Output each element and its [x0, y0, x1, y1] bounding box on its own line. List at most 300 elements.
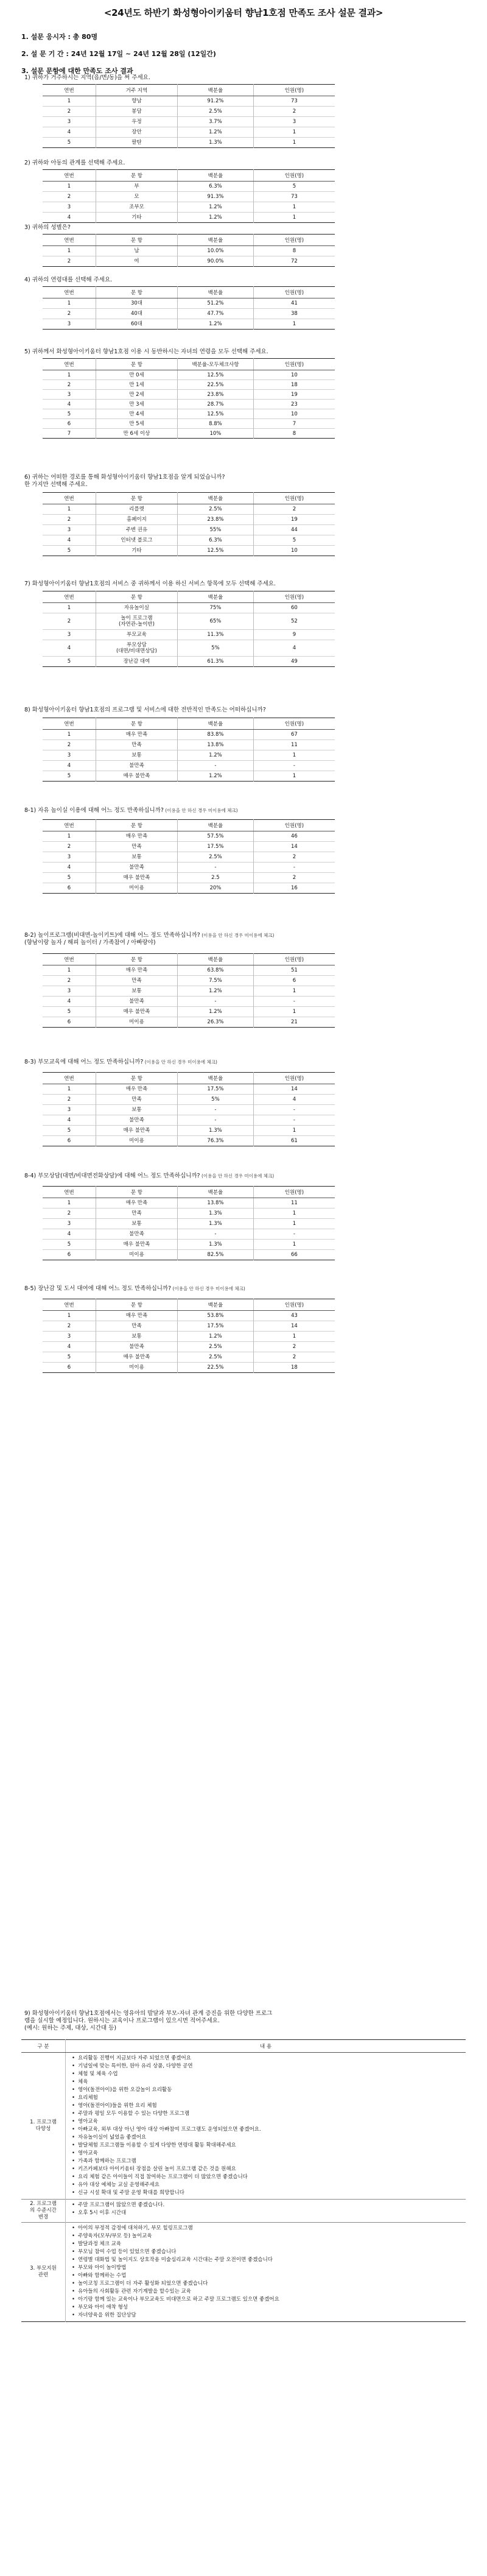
table-cell: 자유놀이실	[96, 603, 177, 613]
table-cell: 1.3%	[178, 1219, 254, 1229]
table-row	[43, 535, 335, 546]
question-1	[24, 74, 150, 82]
table-row	[43, 419, 335, 429]
table-cell: 41	[253, 298, 335, 309]
table-cell: 매우 만족	[96, 1311, 177, 1321]
table-cell: 장난감 대여	[96, 657, 177, 667]
table-cell: 1	[43, 1311, 96, 1321]
table-cell: -	[253, 1115, 335, 1126]
list-item: • 가족과 함께하는 프로그램	[71, 2158, 461, 2165]
table-cell: 1	[253, 1126, 335, 1136]
table-cell: 4	[43, 127, 96, 138]
table-cell: 18	[253, 1363, 335, 1373]
table-cell: 83.8%	[178, 730, 254, 740]
table-cell: 만족	[96, 842, 177, 852]
open-header-content: 내 용	[66, 2040, 466, 2053]
table-cell: -	[178, 1115, 254, 1126]
table-cell: 1	[253, 1332, 335, 1342]
table-cell: 1.2%	[178, 1007, 254, 1017]
table-row	[43, 1105, 335, 1115]
table-row	[43, 873, 335, 883]
table-cell: 매우 불만족	[96, 1126, 177, 1136]
table-cell: 5	[43, 138, 96, 148]
table-cell: 1	[43, 182, 96, 192]
table-cell: 73	[253, 96, 335, 107]
column-header: 문 항	[96, 1073, 177, 1084]
question-text: 8) 화성형아이키움터 향남1호점의 프로그램 및 서비스에 대한 전반적인 만족도는 어떠하십니까?	[24, 707, 266, 713]
table-row	[43, 1198, 335, 1209]
table-row	[43, 182, 335, 192]
table-cell: 1.2%	[178, 202, 254, 213]
table-cell: 1	[43, 96, 96, 107]
result-table-8	[43, 718, 335, 782]
table-cell: 만족	[96, 1321, 177, 1332]
question-note: (이용을 안 하신 경우 미이용에 체크)	[200, 933, 275, 938]
table-row	[43, 138, 335, 148]
table-cell: 13.8%	[178, 740, 254, 750]
table-cell: 8.8%	[178, 419, 254, 429]
table-cell: 4	[43, 1229, 96, 1240]
open-question: 9) 화성형아이키움터 향남1호점에서는 영유아의 발달과 부모-자녀 관계 증진을 위한 다양한 프로그	[24, 2010, 273, 2017]
table-row	[43, 256, 335, 267]
table-cell: 49	[253, 657, 335, 667]
table-row	[43, 863, 335, 873]
open-group-category: 1. 프로그램 다양성	[21, 2053, 66, 2200]
table-cell: 12.5%	[178, 370, 254, 380]
table-cell: 1.2%	[178, 213, 254, 223]
table-row	[43, 1115, 335, 1126]
column-header: 연번	[43, 85, 96, 96]
table-cell: -	[178, 1105, 254, 1115]
table-cell: 22.5%	[178, 1363, 254, 1373]
table-cell: 매우 불만족	[96, 771, 177, 782]
table-cell: -	[253, 863, 335, 873]
question-note: (이용을 안 하신 경우 미이용에 체크)	[143, 1059, 217, 1065]
table-cell: 4	[43, 400, 96, 409]
table-cell: 보통	[96, 750, 177, 761]
table-cell: 14	[253, 842, 335, 852]
table-cell: 10	[253, 370, 335, 380]
table-cell: 1	[253, 1007, 335, 1017]
table-cell: 매우 불만족	[96, 873, 177, 883]
question-subline: (향남이랑 놀자 / 해피 놀이터 / 가족참여 / 아빠랑야)	[24, 939, 156, 946]
table-row	[43, 997, 335, 1007]
list-item: • 영아(돌전아이)을 위한 오감놀이 요리활동	[71, 2086, 461, 2094]
table-row	[43, 1250, 335, 1260]
table-cell: 11.3%	[178, 630, 254, 640]
question-5	[24, 348, 268, 356]
column-header: 백분율	[178, 591, 254, 603]
question-7	[24, 580, 276, 588]
table-row	[43, 1007, 335, 1017]
table-cell: 5	[43, 546, 96, 556]
question-text: 8-4) 부모상담(대면/비대면전화상담)에 대해 어느 정도 만족하십니까?	[24, 1173, 200, 1179]
column-header: 인원(명)	[253, 1299, 335, 1311]
table-cell: 5	[43, 1352, 96, 1363]
column-header: 백분율	[178, 820, 254, 831]
table-cell: 매우 만족	[96, 965, 177, 976]
table-cell: 4	[253, 1095, 335, 1105]
column-header: 인원(명)	[253, 170, 335, 182]
table-cell: 리플렛	[96, 504, 177, 515]
list-item: • 아빠교육, 외부 대상 아닌 영아 대상 아빠참여 프로그램도 운영되었으면 좋겠어요.	[71, 2126, 461, 2134]
table-cell: 만 5세	[96, 419, 177, 429]
table-cell: 1	[43, 370, 96, 380]
table-cell: -	[178, 997, 254, 1007]
list-item: • 신규 시설 확대 및 주말 운영 확대를 희망합니다	[71, 2189, 461, 2197]
list-item: • 아기랑 함께 있는 교육이나 부모교육도 비대면으로 하고 주말 프로그램도 있으면 좋겠어요	[71, 2296, 461, 2304]
table-cell: 1.2%	[178, 750, 254, 761]
table-row	[43, 883, 335, 894]
table-row	[43, 965, 335, 976]
result-table-10	[43, 953, 335, 1028]
table-cell: 3	[43, 390, 96, 400]
table-cell: 10	[253, 409, 335, 419]
table-cell: 1	[253, 319, 335, 330]
column-header: 문 항	[96, 493, 177, 504]
list-item: • 오후 5시 이후 시간대	[71, 2209, 461, 2217]
table-row	[43, 730, 335, 740]
list-item: • 요리활동 진행이 지금보다 자주 되었으면 좋겠어요	[71, 2055, 461, 2063]
table-cell: 1	[253, 750, 335, 761]
column-header: 연번	[43, 1187, 96, 1198]
table-cell: 1	[43, 965, 96, 976]
table-cell: 3	[43, 1219, 96, 1229]
table-cell: 2	[43, 309, 96, 319]
list-item: • 영아(돌전아이)들을 위한 요리 체험	[71, 2102, 461, 2110]
table-cell: 51	[253, 965, 335, 976]
table-row	[43, 1352, 335, 1363]
table-cell: 보통	[96, 1219, 177, 1229]
table-cell: 만족	[96, 976, 177, 986]
column-header: 백분율-모두체크사항	[178, 359, 254, 370]
result-table-2	[43, 169, 335, 223]
table-cell: 매우 불만족	[96, 1007, 177, 1017]
table-cell: 2.5%	[178, 504, 254, 515]
table-row	[43, 831, 335, 842]
open-group-row	[21, 2053, 466, 2200]
table-cell: 91.3%	[178, 192, 254, 202]
column-header: 거주 지역	[96, 85, 177, 96]
table-cell: 14	[253, 1084, 335, 1095]
table-cell: 1	[253, 202, 335, 213]
result-table-13	[43, 1299, 335, 1373]
table-row	[43, 1240, 335, 1250]
list-item: • 연령별 대화법 및 놀이지도 상호작용 미술심리교육 시간대는 주말 오전이면 좋겠습니다	[71, 2256, 461, 2264]
open-group-category: 3. 부모지원 관련	[21, 2223, 66, 2322]
result-table-12	[43, 1186, 335, 1260]
table-cell: 2	[43, 192, 96, 202]
table-cell: 2	[43, 380, 96, 390]
table-cell: 3	[253, 117, 335, 127]
table-row	[43, 409, 335, 419]
column-header: 문 항	[96, 820, 177, 831]
question-text: 3) 귀하의 성별은?	[24, 224, 71, 231]
result-table-7	[43, 591, 335, 667]
question-subline: 한 가지만 선택해 주세요.	[24, 481, 88, 488]
table-cell: 1.3%	[178, 1240, 254, 1250]
table-cell: 1.3%	[178, 138, 254, 148]
table-cell: 1	[43, 246, 96, 256]
table-cell: 불만족	[96, 1229, 177, 1240]
table-cell: 3	[43, 525, 96, 535]
table-cell: 불만족	[96, 863, 177, 873]
table-cell: 3	[43, 750, 96, 761]
column-header: 문 항	[96, 287, 177, 298]
table-cell: 불만족	[96, 997, 177, 1007]
column-header: 연번	[43, 359, 96, 370]
question-13	[24, 1285, 245, 1293]
table-cell: 57.5%	[178, 831, 254, 842]
table-cell: 3	[43, 986, 96, 997]
table-row	[43, 298, 335, 309]
list-item: • 영아교육	[71, 2150, 461, 2158]
table-cell: 82.5%	[178, 1250, 254, 1260]
question-text: 8-5) 장난감 및 도서 대여에 대해 어느 정도 만족하십니까?	[24, 1285, 172, 1292]
table-cell: 1	[43, 1084, 96, 1095]
table-cell: 30대	[96, 298, 177, 309]
column-header: 연번	[43, 493, 96, 504]
open-group-row	[21, 2223, 466, 2322]
table-row	[43, 213, 335, 223]
question-8	[24, 707, 266, 714]
table-cell: 21	[253, 1017, 335, 1028]
table-cell: 불만족	[96, 761, 177, 771]
question-6	[24, 474, 225, 489]
table-row	[43, 740, 335, 750]
table-cell: 7	[43, 429, 96, 439]
table-row	[43, 370, 335, 380]
table-row	[43, 127, 335, 138]
table-cell: 만 0세	[96, 370, 177, 380]
table-cell: 1	[43, 1198, 96, 1209]
table-row	[43, 192, 335, 202]
table-row	[43, 1311, 335, 1321]
table-row	[43, 1219, 335, 1229]
table-cell: 3	[43, 1332, 96, 1342]
table-cell: 43	[253, 1311, 335, 1321]
table-cell: 1	[43, 298, 96, 309]
table-cell: 5	[43, 657, 96, 667]
table-cell: 5%	[178, 1095, 254, 1105]
table-cell: 19	[253, 390, 335, 400]
table-cell: 1	[253, 771, 335, 782]
column-header: 인원(명)	[253, 1073, 335, 1084]
table-cell: 3	[43, 1105, 96, 1115]
result-table-5	[43, 358, 335, 439]
list-item: • 부모님 참여 수업 등이 있었으면 좋겠습니다	[71, 2248, 461, 2256]
question-3	[24, 224, 71, 231]
table-row	[43, 429, 335, 439]
table-cell: 8	[253, 246, 335, 256]
table-cell: 38	[253, 309, 335, 319]
table-cell: 52	[253, 613, 335, 630]
table-cell: 66	[253, 1250, 335, 1260]
table-cell: 10	[253, 546, 335, 556]
table-row	[43, 1084, 335, 1095]
table-row	[43, 761, 335, 771]
column-header: 연번	[43, 170, 96, 182]
result-table-6	[43, 492, 335, 556]
table-cell: 미이용	[96, 1363, 177, 1373]
column-header: 인원(명)	[253, 235, 335, 246]
table-row	[43, 319, 335, 330]
table-cell: 미이용	[96, 1136, 177, 1146]
table-cell: 11	[253, 740, 335, 750]
table-row	[43, 976, 335, 986]
table-cell: 4	[43, 863, 96, 873]
column-header: 인원(명)	[253, 954, 335, 965]
section-respondents: 1. 설문 응시자 : 총 80명	[21, 33, 98, 41]
table-cell: 만족	[96, 1209, 177, 1219]
table-cell: 1	[253, 213, 335, 223]
table-row	[43, 1017, 335, 1028]
table-cell: 5	[253, 535, 335, 546]
table-cell: 72	[253, 256, 335, 267]
open-group-answers	[66, 2223, 466, 2322]
column-header: 백분율	[178, 1073, 254, 1084]
table-cell: 보통	[96, 986, 177, 997]
table-cell: 23.8%	[178, 390, 254, 400]
document-title: <24년도 하반기 화성형아이키움터 향남1호점 만족도 조사 설문 결과>	[103, 7, 384, 18]
table-cell: 1.3%	[178, 1209, 254, 1219]
table-cell: 1	[253, 1219, 335, 1229]
table-cell: 5%	[178, 640, 254, 657]
list-item: • 키즈카페보다 아이키움터 장점을 살린 놀이 프로그램 같은 것을 원해요	[71, 2165, 461, 2173]
table-row	[43, 546, 335, 556]
list-item: • 자녀양육을 위한 집단상담	[71, 2312, 461, 2320]
table-cell: -	[253, 1105, 335, 1115]
table-cell: 2.5%	[178, 852, 254, 863]
list-item: • 발달체험 프로그램들 이용할 수 있게 다양한 연령대 활동 확대해주세요	[71, 2142, 461, 2150]
list-item: • 요리체험	[71, 2094, 461, 2102]
table-cell: 63.8%	[178, 965, 254, 976]
table-cell: 1	[43, 603, 96, 613]
table-cell: 1	[253, 127, 335, 138]
list-item: • 요리 체험 같은 아이들이 직접 참여하는 프로그램이 더 많았으면 좋겠습니다	[71, 2173, 461, 2181]
table-cell: 1.2%	[178, 127, 254, 138]
table-row	[43, 515, 335, 525]
column-header: 백분율	[178, 1187, 254, 1198]
list-item: • 자유놀이실이 넓었음 좋겠어요	[71, 2134, 461, 2142]
column-header: 백분율	[178, 170, 254, 182]
table-cell: 19	[253, 515, 335, 525]
table-cell: 6	[43, 883, 96, 894]
table-cell: 향남	[96, 96, 177, 107]
table-cell: -	[253, 761, 335, 771]
table-row	[43, 1321, 335, 1332]
column-header: 연번	[43, 287, 96, 298]
table-cell: 4	[43, 213, 96, 223]
table-cell: 보통	[96, 1332, 177, 1342]
table-cell: 2	[253, 1352, 335, 1363]
table-cell: 3.7%	[178, 117, 254, 127]
table-row	[43, 640, 335, 657]
question-note: (이용을 안 하신 경우 미이용에 체크)	[171, 1286, 245, 1291]
table-cell: 2	[43, 107, 96, 117]
open-question-line3: (예시: 원하는 주제, 대상, 시간대 등)	[24, 2025, 117, 2031]
column-header: 연번	[43, 235, 96, 246]
column-header: 백분율	[178, 235, 254, 246]
result-table-4	[43, 286, 335, 330]
table-cell: -	[253, 1229, 335, 1240]
table-cell: 매우 만족	[96, 831, 177, 842]
table-cell: 팔탄	[96, 138, 177, 148]
table-cell: 18	[253, 380, 335, 390]
result-table-9	[43, 819, 335, 894]
column-header: 연번	[43, 718, 96, 730]
column-header: 문 항	[96, 359, 177, 370]
table-cell: 6	[43, 419, 96, 429]
table-cell: 8	[253, 429, 335, 439]
table-cell: 3	[43, 319, 96, 330]
table-cell: 6.3%	[178, 182, 254, 192]
table-cell: 만 1세	[96, 380, 177, 390]
table-cell: 47.7%	[178, 309, 254, 319]
column-header: 인원(명)	[253, 287, 335, 298]
table-cell: -	[178, 1229, 254, 1240]
table-row	[43, 390, 335, 400]
table-row	[43, 1126, 335, 1136]
table-cell: 5	[43, 1007, 96, 1017]
table-cell: 3	[43, 202, 96, 213]
table-cell: 4	[43, 640, 96, 657]
column-header: 백분율	[178, 954, 254, 965]
table-cell: 2	[43, 515, 96, 525]
table-cell: 5	[43, 873, 96, 883]
table-cell: 2	[253, 504, 335, 515]
question-text: 2) 귀하와 아동의 관계를 선택해 주세요.	[24, 160, 125, 166]
result-table-3	[43, 234, 335, 267]
table-cell: 44	[253, 525, 335, 535]
table-cell: 매우 불만족	[96, 1352, 177, 1363]
table-cell: 3	[43, 117, 96, 127]
table-row	[43, 246, 335, 256]
column-header: 인원(명)	[253, 820, 335, 831]
table-cell: 4	[43, 535, 96, 546]
table-cell: 부모상담 (대면/비대면상담)	[96, 640, 177, 657]
table-row	[43, 400, 335, 409]
table-cell: 46	[253, 831, 335, 842]
table-cell: 91.2%	[178, 96, 254, 107]
section-period: 2. 설 문 기 간 : 24년 12월 17일 ~ 24년 12월 28일 (12일간)	[21, 50, 216, 58]
question-4	[24, 277, 112, 284]
table-cell: 4	[43, 997, 96, 1007]
table-cell: 2	[43, 256, 96, 267]
list-item: • 체육	[71, 2078, 461, 2086]
column-header: 백분율	[178, 85, 254, 96]
column-header: 문 항	[96, 170, 177, 182]
table-cell: 3	[43, 630, 96, 640]
table-cell: 6	[43, 1363, 96, 1373]
table-cell: 28.7%	[178, 400, 254, 409]
question-10	[24, 932, 274, 947]
table-cell: 60대	[96, 319, 177, 330]
column-header: 백분율	[178, 718, 254, 730]
table-cell: 17.5%	[178, 1084, 254, 1095]
table-cell: 1.3%	[178, 1126, 254, 1136]
column-header: 연번	[43, 1073, 96, 1084]
table-cell: 5	[253, 182, 335, 192]
table-cell: 2.5%	[178, 1342, 254, 1352]
table-row	[43, 525, 335, 535]
column-header: 문 항	[96, 1187, 177, 1198]
question-text: 1) 귀하가 거주하시는 지역(읍/면/동)을 써 주세요.	[24, 74, 150, 81]
table-cell: 1.2%	[178, 771, 254, 782]
column-header: 연번	[43, 954, 96, 965]
table-cell: 20%	[178, 883, 254, 894]
question-note: (이용을 안 하신 경우 미이용에 체크)	[200, 1173, 275, 1179]
